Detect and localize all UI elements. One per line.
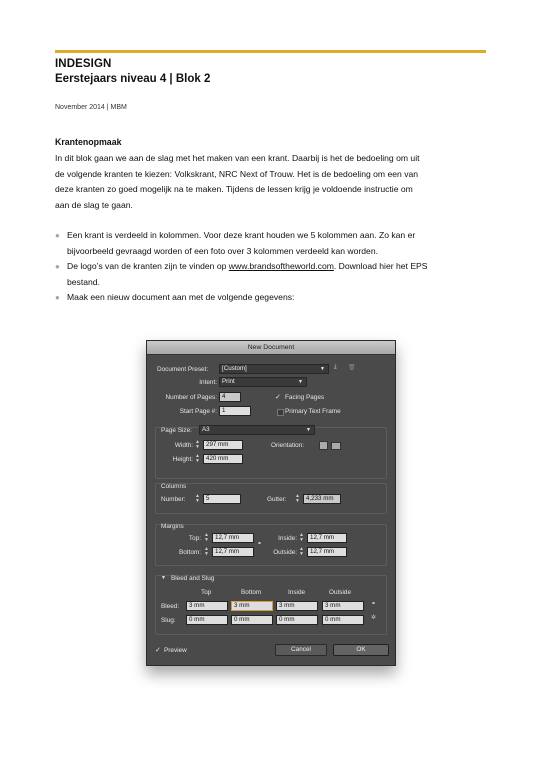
slug-top-input[interactable]: 0 mm	[186, 615, 228, 625]
gutter-stepper[interactable]: ▲ ▼	[295, 493, 300, 504]
columns-title: Columns	[161, 483, 187, 490]
outside-margin-input[interactable]: 12,7 mm	[307, 547, 347, 557]
bullet-icon: ●	[55, 293, 60, 303]
list-item-line: Maak een nieuw document aan met de volgende gegevens:	[67, 292, 295, 303]
width-input[interactable]: 297 mm	[203, 440, 243, 450]
list-item-text: De logo’s van de kranten zijn te vinden op	[67, 261, 229, 272]
list-item	[55, 259, 495, 290]
height-input[interactable]: 420 mm	[203, 454, 243, 464]
bullet-icon: ●	[55, 262, 60, 272]
list-item-line: bestand.	[67, 276, 100, 287]
bottom-margin-label: Bottom:	[178, 549, 201, 556]
document-preset-value: [Custom]	[222, 365, 247, 372]
list-item-line: bijvoorbeeld gevraagd worden of een foto over 3 kolommen verdeeld kan worden.	[67, 245, 378, 256]
page-size-select[interactable]	[199, 425, 315, 435]
preview-checkbox[interactable]: ✓	[155, 647, 161, 654]
slug-inside-input[interactable]: 0 mm	[276, 615, 318, 625]
num-pages-input[interactable]: 4	[219, 392, 241, 402]
bleed-slug-title: Bleed and Slug	[171, 575, 215, 582]
top-margin-input[interactable]: 12,7 mm	[212, 533, 254, 543]
inside-margin-stepper[interactable]: ▲ ▼	[299, 532, 304, 543]
outside-margin-label: Outside:	[273, 549, 297, 556]
slug-label: Slug:	[161, 617, 176, 624]
section-title: Krantenopmaak	[55, 137, 122, 147]
slug-outside-input[interactable]: 0 mm	[322, 615, 364, 625]
paragraph-line: de volgende kranten te kiezen: Volkskrant, NRC Next of Trouw. Het is de bedoeling om een van	[55, 168, 419, 179]
facing-pages-checkbox[interactable]: ✓	[275, 394, 281, 401]
landscape-orientation-icon[interactable]	[331, 442, 341, 450]
link-chain-icon[interactable]: ⚭	[257, 541, 263, 547]
width-label: Width:	[174, 442, 193, 449]
top-margin-label: Top:	[188, 535, 201, 542]
bleed-inside-input[interactable]: 3 mm	[276, 601, 318, 611]
bottom-margin-input[interactable]: 12,7 mm	[212, 547, 254, 557]
doc-title: INDESIGN	[55, 58, 112, 70]
inside-margin-label: Inside:	[278, 535, 297, 542]
brands-link[interactable]: www.brandsoftheworld.com	[228, 261, 334, 272]
gutter-label: Gutter:	[267, 496, 287, 503]
number-stepper[interactable]: ▲ ▼	[195, 493, 200, 504]
cancel-button[interactable]: Cancel	[275, 644, 327, 656]
list-item-line: Een krant is verdeeld in kolommen. Voor deze krant houden we 5 kolommen aan. Zo kan er	[67, 230, 416, 240]
bullet-icon: ●	[55, 231, 60, 240]
ok-button[interactable]: OK	[333, 644, 389, 656]
number-label: Number:	[161, 496, 186, 503]
list-item-text: . Download hier het EPS	[333, 261, 428, 272]
bleed-outside-input[interactable]: 3 mm	[322, 601, 364, 611]
height-label: Height:	[172, 456, 193, 463]
num-pages-label: Number of Pages:	[165, 394, 217, 401]
disclosure-triangle-icon[interactable]: ▼	[161, 575, 166, 581]
columns-number-input[interactable]: 5	[203, 494, 241, 504]
width-stepper[interactable]: ▲ ▼	[195, 439, 200, 450]
col-bottom-header: Bottom	[241, 589, 262, 596]
facing-pages-label: Facing Pages	[285, 394, 325, 401]
trash-icon[interactable]: 🗑	[348, 365, 356, 371]
bottom-margin-stepper[interactable]: ▲ ▼	[204, 546, 209, 557]
bleed-bottom-input[interactable]: 3 mm	[231, 601, 273, 611]
bleed-top-input[interactable]: 3 mm	[186, 601, 228, 611]
slug-bottom-input[interactable]: 0 mm	[231, 615, 273, 625]
margins-group	[155, 524, 387, 566]
paragraph-line: aan de slag te gaan.	[55, 199, 133, 210]
col-top-header: Top	[201, 589, 212, 596]
bleed-label: Bleed:	[161, 603, 180, 610]
start-page-input[interactable]: 1	[219, 406, 251, 416]
list-item	[55, 228, 495, 259]
chevron-down-icon: ▼	[298, 379, 303, 385]
intent-label: Intent:	[199, 379, 217, 386]
instruction-list	[55, 228, 495, 306]
height-stepper[interactable]: ▲ ▼	[195, 453, 200, 464]
header-rule	[55, 50, 486, 53]
start-page-label: Start Page #:	[179, 408, 217, 415]
doc-subtitle: Eerstejaars niveau 4 | Blok 2	[55, 73, 211, 85]
intent-select[interactable]	[219, 377, 307, 387]
page-size-value: A3	[202, 426, 210, 433]
list-item-line	[67, 259, 495, 275]
paragraph-line: deze kranten zo goed mogelijk na te maken. Tijdens de lessen krijg je voldoende instructie om	[55, 184, 413, 195]
gutter-input[interactable]: 4,233 mm	[303, 494, 341, 504]
new-document-dialog	[146, 340, 396, 666]
page-size-label: Page Size:	[161, 427, 192, 434]
save-preset-icon[interactable]: ⤓	[334, 364, 337, 370]
chevron-down-icon: ▼	[320, 366, 325, 372]
paragraph-line: In dit blok gaan we aan de slag met het maken van een krant. Daarbij is het de bedoeling om uit	[55, 153, 420, 163]
portrait-orientation-icon[interactable]	[319, 441, 328, 450]
dialog-title: New Document	[147, 341, 395, 355]
link-chain-broken-icon[interactable]: ✲	[371, 615, 377, 621]
preview-label: Preview	[164, 647, 187, 654]
col-outside-header: Outside	[329, 589, 352, 596]
primary-text-frame-checkbox[interactable]	[277, 409, 284, 416]
primary-text-frame-label: Primary Text Frame	[285, 408, 341, 415]
chevron-down-icon: ▼	[306, 427, 311, 433]
margins-title: Margins	[161, 523, 184, 530]
list-item	[55, 290, 495, 306]
intent-value: Print	[222, 378, 235, 385]
top-margin-stepper[interactable]: ▲ ▼	[204, 532, 209, 543]
doc-date: November 2014 | MBM	[55, 104, 127, 111]
inside-margin-input[interactable]: 12,7 mm	[307, 533, 347, 543]
link-chain-icon[interactable]: ⚭	[371, 601, 377, 607]
document-preset-select[interactable]	[219, 364, 329, 374]
document-preset-label: Document Preset:	[157, 366, 209, 373]
outside-margin-stepper[interactable]: ▲ ▼	[299, 546, 304, 557]
orientation-label: Orientation:	[271, 442, 305, 449]
col-inside-header: Inside	[288, 589, 306, 596]
intro-paragraph	[55, 151, 495, 213]
